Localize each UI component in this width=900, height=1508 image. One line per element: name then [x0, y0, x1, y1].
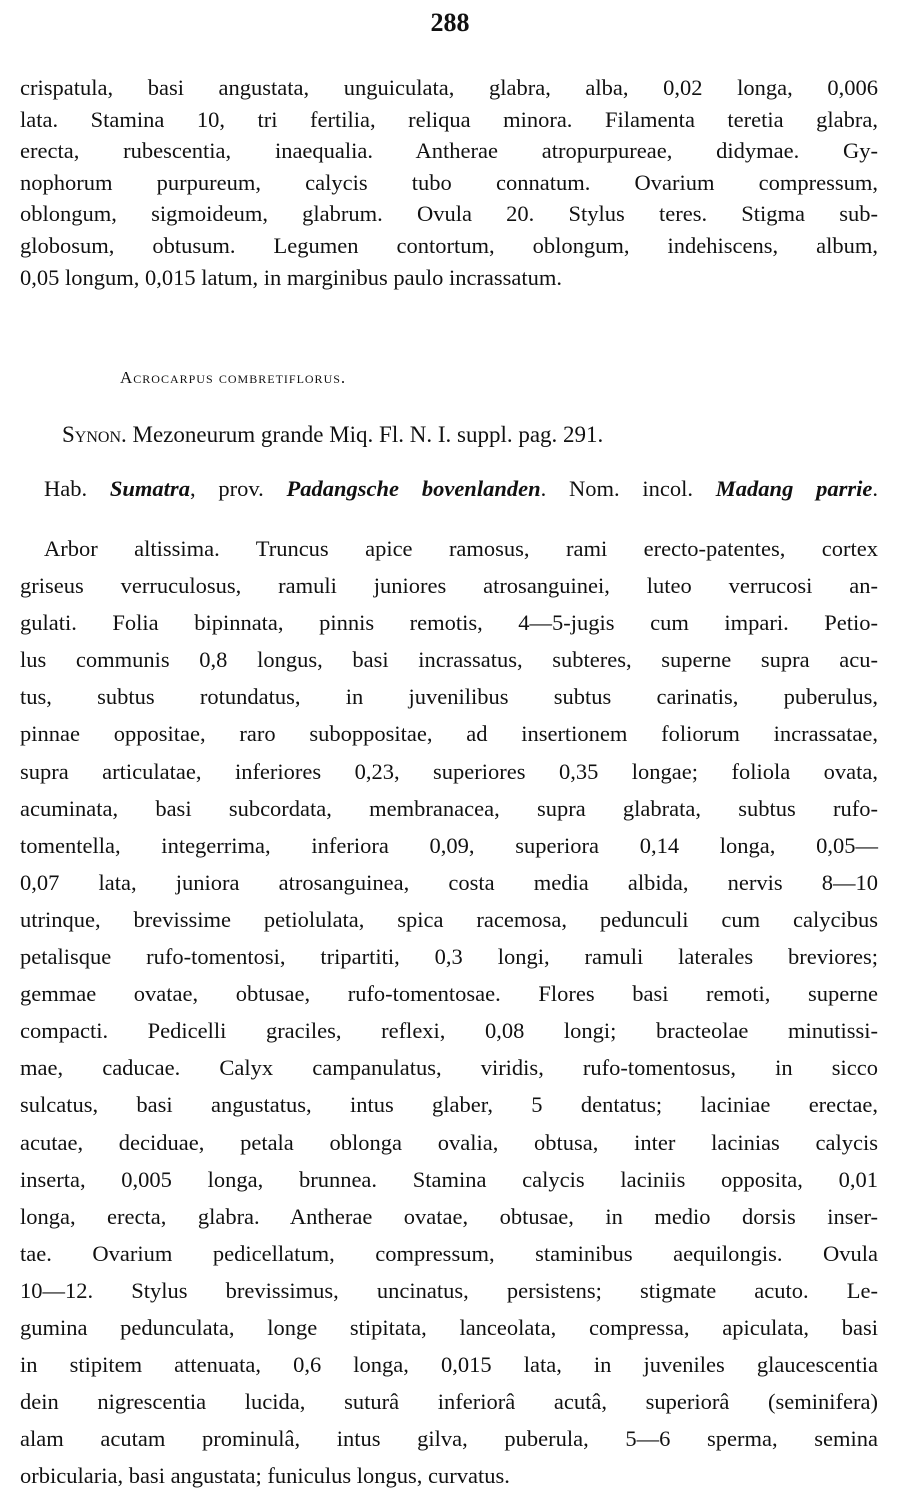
synonym-text: Mezoneurum grande Miq. Fl. N. I. suppl. pag. 291. — [132, 422, 604, 447]
text-line: compacti. Pedicelli graciles, reflexi, 0,08 longi; bracteolae minutissi- — [20, 1018, 878, 1044]
text-line: in stipitem attenuata, 0,6 longa, 0,015 lata, in juveniles glaucescentia — [20, 1352, 878, 1378]
synonym-line — [62, 422, 603, 448]
text-line: erecta, rubescentia, inaequalia. Antherae atropurpureae, didymae. Gy- — [20, 138, 878, 164]
text-line: pinnae oppositae, raro suboppositae, ad insertionem foliorum incrassatae, — [20, 721, 878, 747]
text-line: 0,07 lata, juniora atrosanguinea, costa media albida, nervis 8—10 — [20, 869, 878, 895]
text-line: alam acutam prominulâ, intus gilva, puberula, 5—6 sperma, semina — [20, 1426, 878, 1452]
text-line: dein nigrescentia lucida, suturâ inferiorâ acutâ, superiorâ (seminifera) — [20, 1389, 878, 1415]
paragraph-continuation — [20, 72, 878, 293]
page-number: 288 — [430, 8, 470, 37]
text-line: 0,05 longum, 0,015 latum, in marginibus paulo incrassatum. — [20, 264, 563, 290]
text-line: acuminata, basi subcordata, membranacea, supra glabrata, subtus rufo- — [20, 795, 878, 821]
habitat-prov-label: , prov. — [189, 476, 264, 501]
text-line: utrinque, brevissime petiolulata, spica racemosa, pedunculi cum calycibus — [20, 906, 878, 932]
synonym-label: Synon. — [62, 422, 127, 447]
text-line: Arbor altissima. Truncus apice ramosus, rami erecto-patentes, cortex — [44, 536, 878, 561]
text-line: acutae, deciduae, petala oblonga ovalia, obtusa, inter lacinias calycis — [20, 1129, 878, 1155]
text-line: crispatula, basi angustata, unguiculata, glabra, alba, 0,02 longa, 0,006 — [20, 75, 878, 100]
text-line: gemmae ovatae, obtusae, rufo-tomentosae. Flores basi remoti, superne — [20, 981, 878, 1007]
text-line: lata. Stamina 10, tri fertilia, reliqua minora. Filamenta teretia glabra, — [20, 106, 878, 132]
habitat-nom-label: . Nom. incol. — [540, 476, 694, 501]
text-line: tus, subtus rotundatus, in juvenilibus subtus carinatis, puberulus, — [20, 684, 878, 710]
text-line: gumina pedunculata, longe stipitata, lanceolata, compressa, apiculata, basi — [20, 1314, 878, 1340]
habitat-line — [44, 476, 878, 502]
text-line: orbicularia, basi angustata; funiculus longus, curvatus. — [20, 1463, 510, 1489]
text-line: inserta, 0,005 longa, brunnea. Stamina calycis laciniis opposita, 0,01 — [20, 1166, 878, 1192]
text-line: longa, erecta, glabra. Antherae ovatae, obtusae, in medio dorsis inser- — [20, 1203, 878, 1229]
habitat-label: Hab. — [44, 476, 88, 501]
habitat-end: . — [872, 476, 878, 501]
habitat-local-name: Madang parrie — [715, 476, 873, 501]
text-line: oblongum, sigmoideum, glabrum. Ovula 20. Stylus teres. Stigma sub- — [20, 201, 878, 227]
text-line: 10—12. Stylus brevissimus, uncinatus, persistens; stigmate acuto. Le- — [20, 1277, 878, 1303]
description-paragraph — [20, 530, 878, 1494]
text-line: tae. Ovarium pedicellatum, compressum, staminibus aequilongis. Ovula — [20, 1240, 878, 1266]
text-line: petalisque rufo-tomentosi, tripartiti, 0,3 longi, ramuli laterales breviores; — [20, 944, 878, 970]
text-line: lus communis 0,8 longus, basi incrassatus, subteres, superne supra acu- — [20, 647, 878, 673]
text-line: gulati. Folia bipinnata, pinnis remotis, 4—5-jugis cum impari. Petio- — [20, 610, 878, 636]
text-line: mae, caducae. Calyx campanulatus, viridis, rufo-tomentosus, in sicco — [20, 1055, 878, 1081]
text-line: globosum, obtusum. Legumen contortum, oblongum, indehiscens, album, — [20, 232, 878, 258]
text-line: sulcatus, basi angustatus, intus glaber, 5 dentatus; laciniae erectae, — [20, 1092, 878, 1118]
text-line: supra articulatae, inferiores 0,23, superiores 0,35 longae; foliola ovata, — [20, 758, 878, 784]
habitat-province: Padangsche bovenlanden — [286, 476, 541, 501]
text-line: nophorum purpureum, calycis tubo connatum. Ovarium compressum, — [20, 169, 878, 195]
species-heading: Acrocarpus combretiflorus. — [120, 368, 347, 387]
text-line: tomentella, integerrima, inferiora 0,09, superiora 0,14 longa, 0,05— — [20, 832, 878, 858]
habitat-place: Sumatra — [109, 476, 190, 501]
text-line: griseus verruculosus, ramuli juniores atrosanguinei, luteo verrucosi an- — [20, 573, 878, 599]
